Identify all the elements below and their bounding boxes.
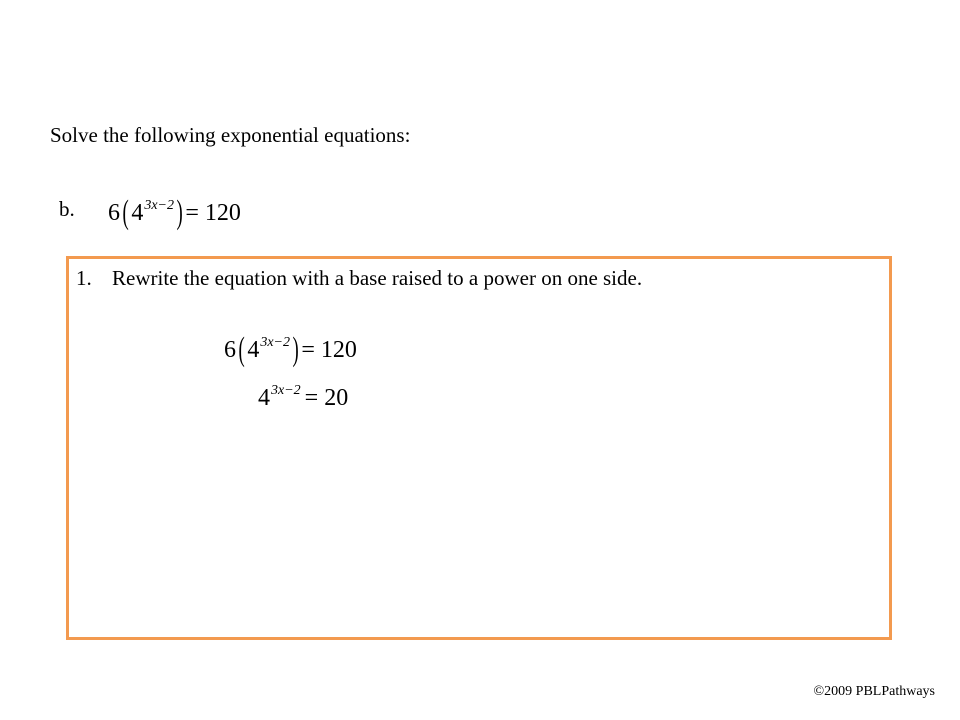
equation-exponent: 3x−2 — [271, 383, 301, 398]
work-equation-1 — [224, 330, 357, 368]
step-number: 1. — [76, 266, 92, 290]
equation-close-paren: ) — [176, 194, 183, 231]
equation-base: 4 — [131, 200, 144, 226]
equation-coefficient: 6 — [224, 337, 236, 363]
page-heading: Solve the following exponential equations: — [50, 123, 411, 147]
equation-close-paren: ) — [292, 331, 299, 368]
copyright-footer: ©2009 PBLPathways — [813, 684, 935, 699]
step-text: Rewrite the equation with a base raised to a power on one side. — [112, 266, 643, 290]
equation-exponent: 3x−2 — [144, 198, 174, 213]
equation-rhs: = 120 — [301, 337, 357, 363]
equation-rhs: = 120 — [185, 200, 241, 226]
equation-open-paren: ( — [122, 194, 129, 231]
equation-open-paren: ( — [238, 331, 245, 368]
equation-coefficient: 6 — [108, 200, 120, 226]
step-instruction — [76, 264, 642, 292]
equation-rhs: = 20 — [304, 385, 349, 411]
equation-exponent: 3x−2 — [260, 335, 290, 350]
problem-equation — [108, 193, 241, 231]
part-label: b. — [59, 197, 75, 221]
step-box — [66, 256, 892, 640]
equation-base: 4 — [258, 385, 270, 411]
equation-base: 4 — [247, 337, 260, 363]
work-equation-2 — [258, 383, 349, 411]
